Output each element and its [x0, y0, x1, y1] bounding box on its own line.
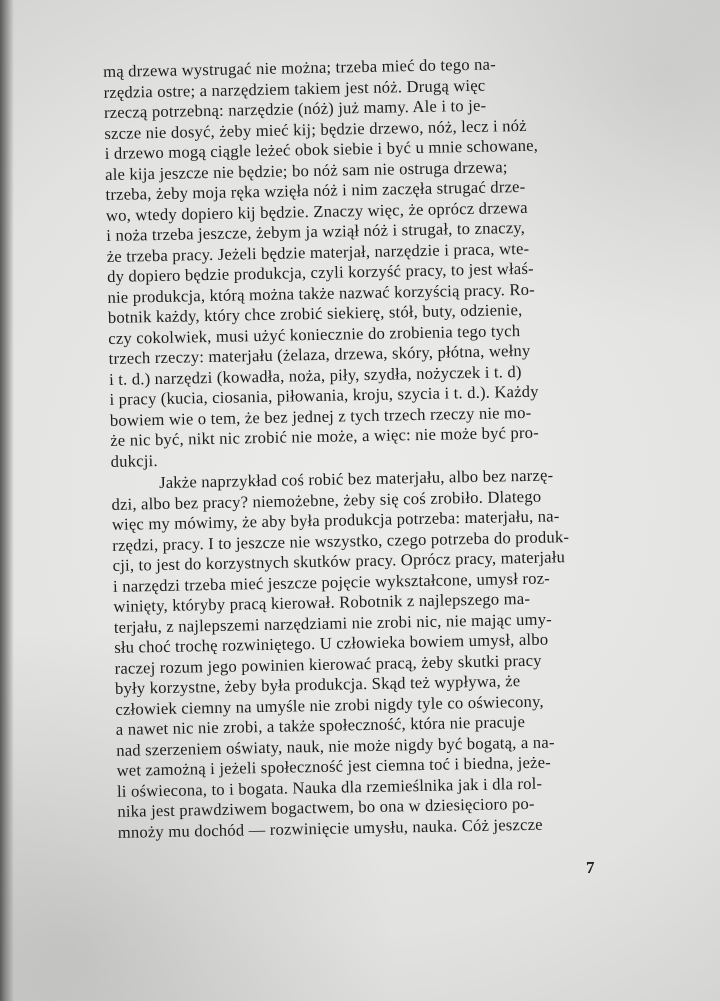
- text-line: nad szerzeniem oświaty, nauk, nie może nigdy być bogatą, a na-: [116, 731, 555, 760]
- text-line: wet zamożną i jeżeli społeczność jest ciemna toć i biedna, jeże-: [116, 752, 552, 780]
- text-line: cji, to jest do korzystnych skutków pracy. Oprócz pracy, materjału: [112, 547, 566, 575]
- text-line: czy cokolwiek, musi użyć koniecznie do zrobienia tego tych: [108, 320, 521, 348]
- page-number: 7: [586, 858, 595, 877]
- body-text: [103, 52, 614, 842]
- text-line: trzeba, żeby moja ręka wzięła nóż i nim zaczęła strugać drze-: [105, 176, 526, 204]
- binding-edge: [0, 0, 14, 1001]
- text-line: winięty, któryby pracą kierował. Robotnik z najlepszego ma-: [113, 588, 531, 616]
- text-line: słu choć trochę rozwiniętego. U człowieka bowiem umysł, albo: [114, 629, 549, 657]
- text-line: terjału, z najlepszemi narzędziami nie zrobi nic, nie mając umy-: [113, 608, 553, 637]
- text-line: li oświecona, to i bogata. Nauka dla rzemieślnika jak i dla rol-: [116, 773, 543, 801]
- text-line: nika jest prawdziwem bogactwem, bo ona w dziesięcioro po-: [117, 793, 535, 821]
- text-line: rzędzi, pracy. I to jeszcze nie wszystko, czego potrzeba do produk-: [112, 526, 570, 555]
- text-line: były korzystne, żeby była produkcja. Skąd też wypływa, że: [114, 671, 521, 698]
- text-line: nie produkcja, którą można także nazwać korzyścią pracy. Ro-: [107, 279, 536, 307]
- text-line: botnik każdy, który chce zrobić siekierę, stół, buty, odzienie,: [107, 299, 523, 327]
- text-line: że trzeba pracy. Jeżeli będzie materjał, narzędzie i praca, wte-: [106, 238, 530, 266]
- text-line: i drzewo mogą ciągle leżeć obok siebie i być u mnie schowane,: [104, 135, 539, 163]
- text-line: i pracy (kucia, ciosania, piłowania, kroju, szycia i t. d.). Każdy: [109, 381, 539, 409]
- text-line: rzędzia ostre; a narzędziem takiem jest nóż. Drugą więc: [103, 75, 486, 102]
- text-line: trzech rzeczy: materjału (żelaza, drzewa, skóry, płótna, wełny: [108, 340, 531, 368]
- text-line: szcze nie dosyć, żeby mieć kij; będzie drzewo, nóż, lecz i nóż: [104, 115, 527, 143]
- text-line: ale kija jeszcze nie będzie; bo nóż sam nie ostruga drzewa;: [104, 156, 508, 184]
- text-line: mą drzewa wystrugać nie można; trzeba mieć do tego na-: [103, 54, 497, 81]
- text-line: rzeczą potrzebną: narzędzie (nóż) już mamy. Ale i to je-: [103, 95, 487, 122]
- text-line: dzi, albo bez pracy? niemożebne, żeby się coś zrobiło. Dlatego: [111, 486, 542, 514]
- text-line: wo, wtedy dopiero kij będzie. Znaczy więc, że oprócz drzewa: [105, 197, 528, 225]
- text-line: i t. d.) narzędzi (kowadła, noża, piły, szydła, nożyczek i t. d): [108, 361, 522, 389]
- text-line: Jakże naprzykład coś robić bez materjału, albo bez narzę-: [158, 465, 554, 492]
- text-line: a nawet nic nie zrobi, a także społeczność, która nie pracuje: [115, 712, 526, 739]
- text-line: i noża trzeba jeszcze, żebym ja wziął nóż i strugał, to znaczy,: [106, 217, 526, 245]
- text-line: raczej rozum jego powinien kierować pracą, żeby skutki pracy: [114, 650, 542, 678]
- text-line: dukcji.: [110, 450, 158, 471]
- text-line: mnoży mu dochód — rozwinięcie umysłu, nauka. Cóż jeszcze: [117, 814, 543, 842]
- text-line: bowiem wie o tem, że bez jednej z tych trzech rzeczy nie mo-: [109, 402, 532, 430]
- text-line: człowiek ciemny na umyśle nie zrobi nigdy tyle co oświecony,: [115, 691, 544, 719]
- text-line: więc my mówimy, że aby była produkcja potrzeba: materjału, na-: [111, 506, 560, 534]
- text-line: że nic być, nikt nic zrobić nie może, a więc: nie może być pro-: [110, 422, 540, 450]
- text-line: i narzędzi trzeba mieć jeszcze pojęcie wykształcone, umysł roz-: [112, 568, 551, 596]
- text-line: dy dopiero będzie produkcja, czyli korzyść pracy, to jest właś-: [106, 258, 534, 286]
